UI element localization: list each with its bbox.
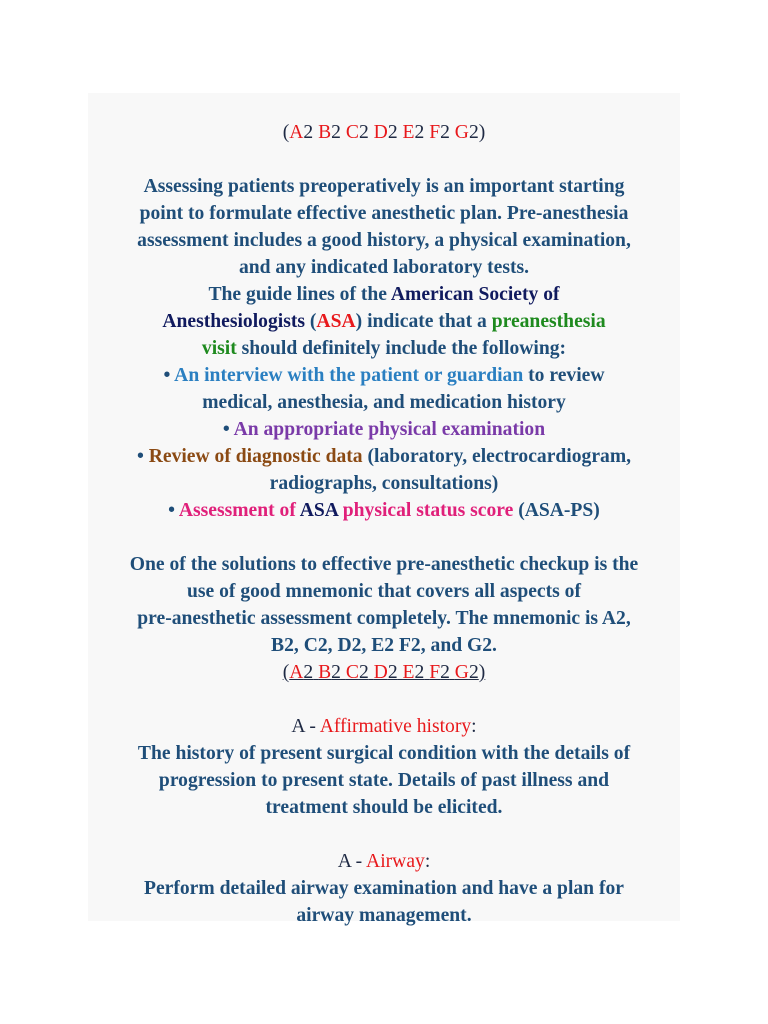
guidelines-line-2: Anesthesiologists (ASA) indicate that a preanesthesia	[162, 311, 606, 332]
solutions-line-3: pre-anesthetic assessment completely. The mnemonic is A2,	[137, 608, 631, 629]
affirmative-history-line-1: The history of present surgical condition with the details of	[137, 743, 631, 764]
intro-line-3: assessment includes a good history, a physical examination,	[137, 230, 631, 251]
guidelines-line-1: The guide lines of the American Society of	[208, 284, 560, 305]
solutions-line-4: B2, C2, D2, E2 F2, and G2.	[271, 635, 497, 656]
bullet-asa-ps: • Assessment of ASA physical status score (ASA-PS)	[168, 500, 600, 521]
solutions-line-2: use of good mnemonic that covers all aspects of	[186, 581, 581, 602]
document-content	[88, 119, 680, 929]
intro-line-4: and any indicated laboratory tests.	[238, 257, 530, 278]
bullet-physical-exam: • An appropriate physical examination	[222, 419, 546, 440]
bullet-diagnostic-cont: radiographs, consultations)	[269, 473, 499, 494]
bullet-interview-cont: medical, anesthesia, and medication history	[202, 392, 566, 413]
solutions-line-1: One of the solutions to effective pre-anesthetic checkup is the	[129, 554, 639, 575]
airway-line-1: Perform detailed airway examination and have a plan for	[143, 878, 624, 899]
mnemonic-line-underlined: (A2 B2 C2 D2 E2 F2 G2)	[282, 662, 486, 683]
affirmative-history-line-3: treatment should be elicited.	[265, 797, 503, 818]
affirmative-history-line-2: progression to present state. Details of past illness and	[158, 770, 610, 791]
intro-line-2: point to formulate effective anesthetic plan. Pre-anesthesia	[139, 203, 629, 224]
bullet-interview: • An interview with the patient or guardian to review	[163, 365, 605, 386]
intro-line-1: Assessing patients preoperatively is an important starting	[143, 176, 625, 197]
mnemonic-line-top: (A2 B2 C2 D2 E2 F2 G2)	[282, 122, 486, 143]
guidelines-line-3: visit should definitely include the following:	[201, 338, 567, 359]
section-affirmative-history-heading: A - Affirmative history:	[291, 716, 477, 737]
document-page	[88, 93, 680, 926]
airway-line-2: airway management.	[296, 905, 472, 926]
bullet-diagnostic: • Review of diagnostic data (laboratory, electrocardiogram,	[136, 446, 632, 467]
section-airway-heading: A - Airway:	[337, 851, 431, 872]
